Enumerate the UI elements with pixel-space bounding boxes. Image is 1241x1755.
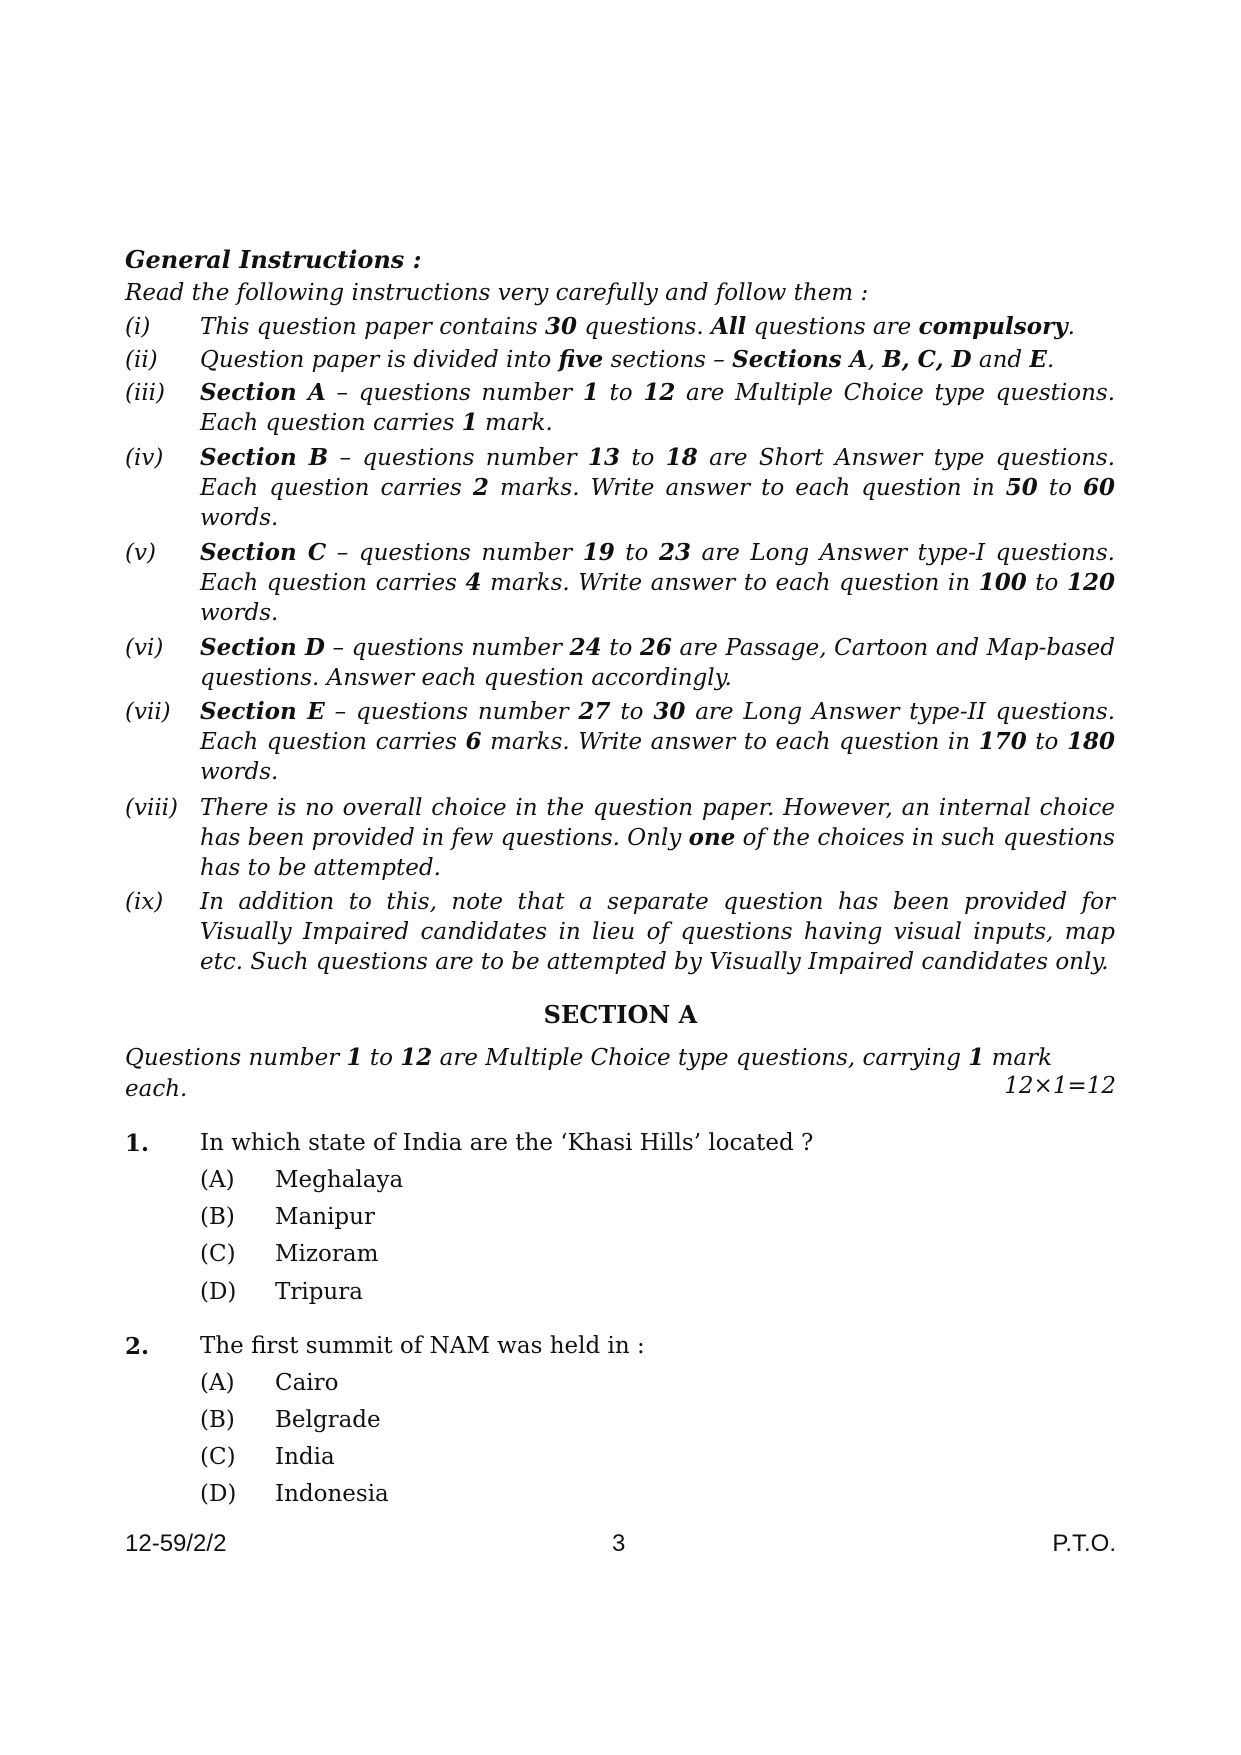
paper-code: 12-59/2/2 xyxy=(125,1530,227,1557)
option-label: (C) xyxy=(200,1241,236,1267)
emphasis: E xyxy=(1029,346,1047,373)
option-label: (D) xyxy=(200,1481,237,1507)
instruction-text: This question paper contains 30 questions. All questions are compulsory. xyxy=(200,313,1075,340)
emphasis: B, C, D xyxy=(882,346,972,373)
section-marks: 12×1=12 xyxy=(1004,1073,1116,1099)
instruction-number: (iv) xyxy=(125,445,164,471)
option-label: (D) xyxy=(200,1279,237,1305)
instruction-number: (vi) xyxy=(125,635,164,661)
pto-label: P.T.O. xyxy=(1052,1530,1116,1557)
instruction-item xyxy=(125,378,1115,438)
instructions-title: General Instructions : xyxy=(125,245,422,274)
option-text: Meghalaya xyxy=(275,1167,404,1193)
emphasis: 4 xyxy=(465,569,482,596)
instruction-number: (iii) xyxy=(125,380,166,406)
instruction-text: In addition to this, note that a separate question has been provided for Visually Impaired candidates in lieu of questions having visual inputs, map etc. Such questions are to be attempted by Visually Impaired candidates only. xyxy=(200,889,1115,975)
instruction-number: (v) xyxy=(125,540,156,566)
instruction-text: Question paper is divided into five sections – Sections A, B, C, D and E. xyxy=(200,346,1055,373)
emphasis: 6 xyxy=(465,728,482,755)
emphasis: 19 xyxy=(582,539,615,566)
question-text: In which state of India are the ‘Khasi Hills’ located ? xyxy=(200,1130,814,1156)
emphasis: 12 xyxy=(400,1044,433,1071)
instruction-text: Section D – questions number 24 to 26 are Passage, Cartoon and Map-based questions. Answer each question accordingly. xyxy=(200,634,1116,691)
option-label: (C) xyxy=(200,1444,236,1470)
emphasis: 2 xyxy=(472,474,489,501)
emphasis: Section D xyxy=(200,634,325,661)
option-text: Manipur xyxy=(275,1204,375,1230)
emphasis: 180 xyxy=(1066,728,1115,755)
instruction-item xyxy=(125,538,1115,628)
emphasis: five xyxy=(558,346,604,373)
option-text: Mizoram xyxy=(275,1241,379,1267)
emphasis: 26 xyxy=(639,634,672,661)
emphasis: 1 xyxy=(968,1044,985,1071)
emphasis: Section A xyxy=(200,379,326,406)
instruction-number: (i) xyxy=(125,314,151,340)
instruction-number: (viii) xyxy=(125,795,179,821)
emphasis: 60 xyxy=(1082,474,1115,501)
instruction-item xyxy=(125,697,1115,787)
emphasis: 1 xyxy=(346,1044,363,1071)
emphasis: one xyxy=(688,824,736,851)
question-number: 2. xyxy=(125,1333,150,1360)
question-text: The first summit of NAM was held in : xyxy=(200,1333,645,1359)
emphasis: Section E xyxy=(200,698,325,725)
emphasis: Sections A xyxy=(732,346,868,373)
instruction-item xyxy=(125,887,1115,977)
instruction-number: (ix) xyxy=(125,889,164,915)
option-label: (A) xyxy=(200,1370,235,1396)
option-text: India xyxy=(275,1444,335,1470)
emphasis: 1 xyxy=(461,409,478,436)
section-heading: SECTION A xyxy=(543,1000,698,1029)
emphasis: 30 xyxy=(545,313,578,340)
page-number: 3 xyxy=(612,1530,626,1557)
instruction-item xyxy=(125,443,1115,533)
instruction-text: Section C – questions number 19 to 23 are Long Answer type-I questions. Each question carries 4 marks. Write answer to each question in 100 to 120 words. xyxy=(200,539,1115,626)
option-text: Belgrade xyxy=(275,1407,381,1433)
emphasis: Section C xyxy=(200,539,327,566)
emphasis: Section B xyxy=(200,444,329,471)
emphasis: 50 xyxy=(1005,474,1038,501)
emphasis: 12 xyxy=(643,379,676,406)
instruction-item xyxy=(125,312,1115,342)
instruction-number: (vii) xyxy=(125,699,171,725)
emphasis: 30 xyxy=(653,698,686,725)
emphasis: 18 xyxy=(665,444,698,471)
instruction-text: There is no overall choice in the question paper. However, an internal choice has been provided in few questions. Only one of the choices in such questions has to be attempted. xyxy=(200,795,1115,881)
option-text: Tripura xyxy=(275,1279,363,1305)
instruction-item xyxy=(125,793,1115,883)
emphasis: 100 xyxy=(978,569,1027,596)
option-label: (B) xyxy=(200,1407,235,1433)
emphasis: 27 xyxy=(578,698,611,725)
instruction-text: Section B – questions number 13 to 18 are Short Answer type questions. Each question carries 2 marks. Write answer to each question in 50 to 60 words. xyxy=(200,444,1116,531)
option-label: (A) xyxy=(200,1167,235,1193)
option-text: Cairo xyxy=(275,1370,339,1396)
emphasis: 13 xyxy=(587,444,620,471)
instruction-text: Section A – questions number 1 to 12 are Multiple Choice type questions. Each question carries 1 mark. xyxy=(200,379,1116,436)
emphasis: compulsory xyxy=(918,313,1068,340)
instruction-number: (ii) xyxy=(125,347,158,373)
section-intro: Questions number 1 to 12 are Multiple Choice type questions, carrying 1 mark each. xyxy=(125,1044,1053,1102)
option-text: Indonesia xyxy=(275,1481,389,1507)
emphasis: 1 xyxy=(582,379,599,406)
emphasis: 120 xyxy=(1066,569,1115,596)
emphasis: 170 xyxy=(978,728,1027,755)
emphasis: All xyxy=(710,313,747,340)
emphasis: 24 xyxy=(569,634,602,661)
question-number: 1. xyxy=(125,1130,150,1157)
option-label: (B) xyxy=(200,1204,235,1230)
emphasis: 23 xyxy=(658,539,691,566)
instruction-item xyxy=(125,633,1115,693)
instructions-intro: Read the following instructions very carefully and follow them : xyxy=(125,280,869,306)
instruction-text: Section E – questions number 27 to 30 are Long Answer type-II questions. Each question carries 6 marks. Write answer to each question in 170 to 180 words. xyxy=(200,698,1115,785)
instruction-item xyxy=(125,345,1115,375)
